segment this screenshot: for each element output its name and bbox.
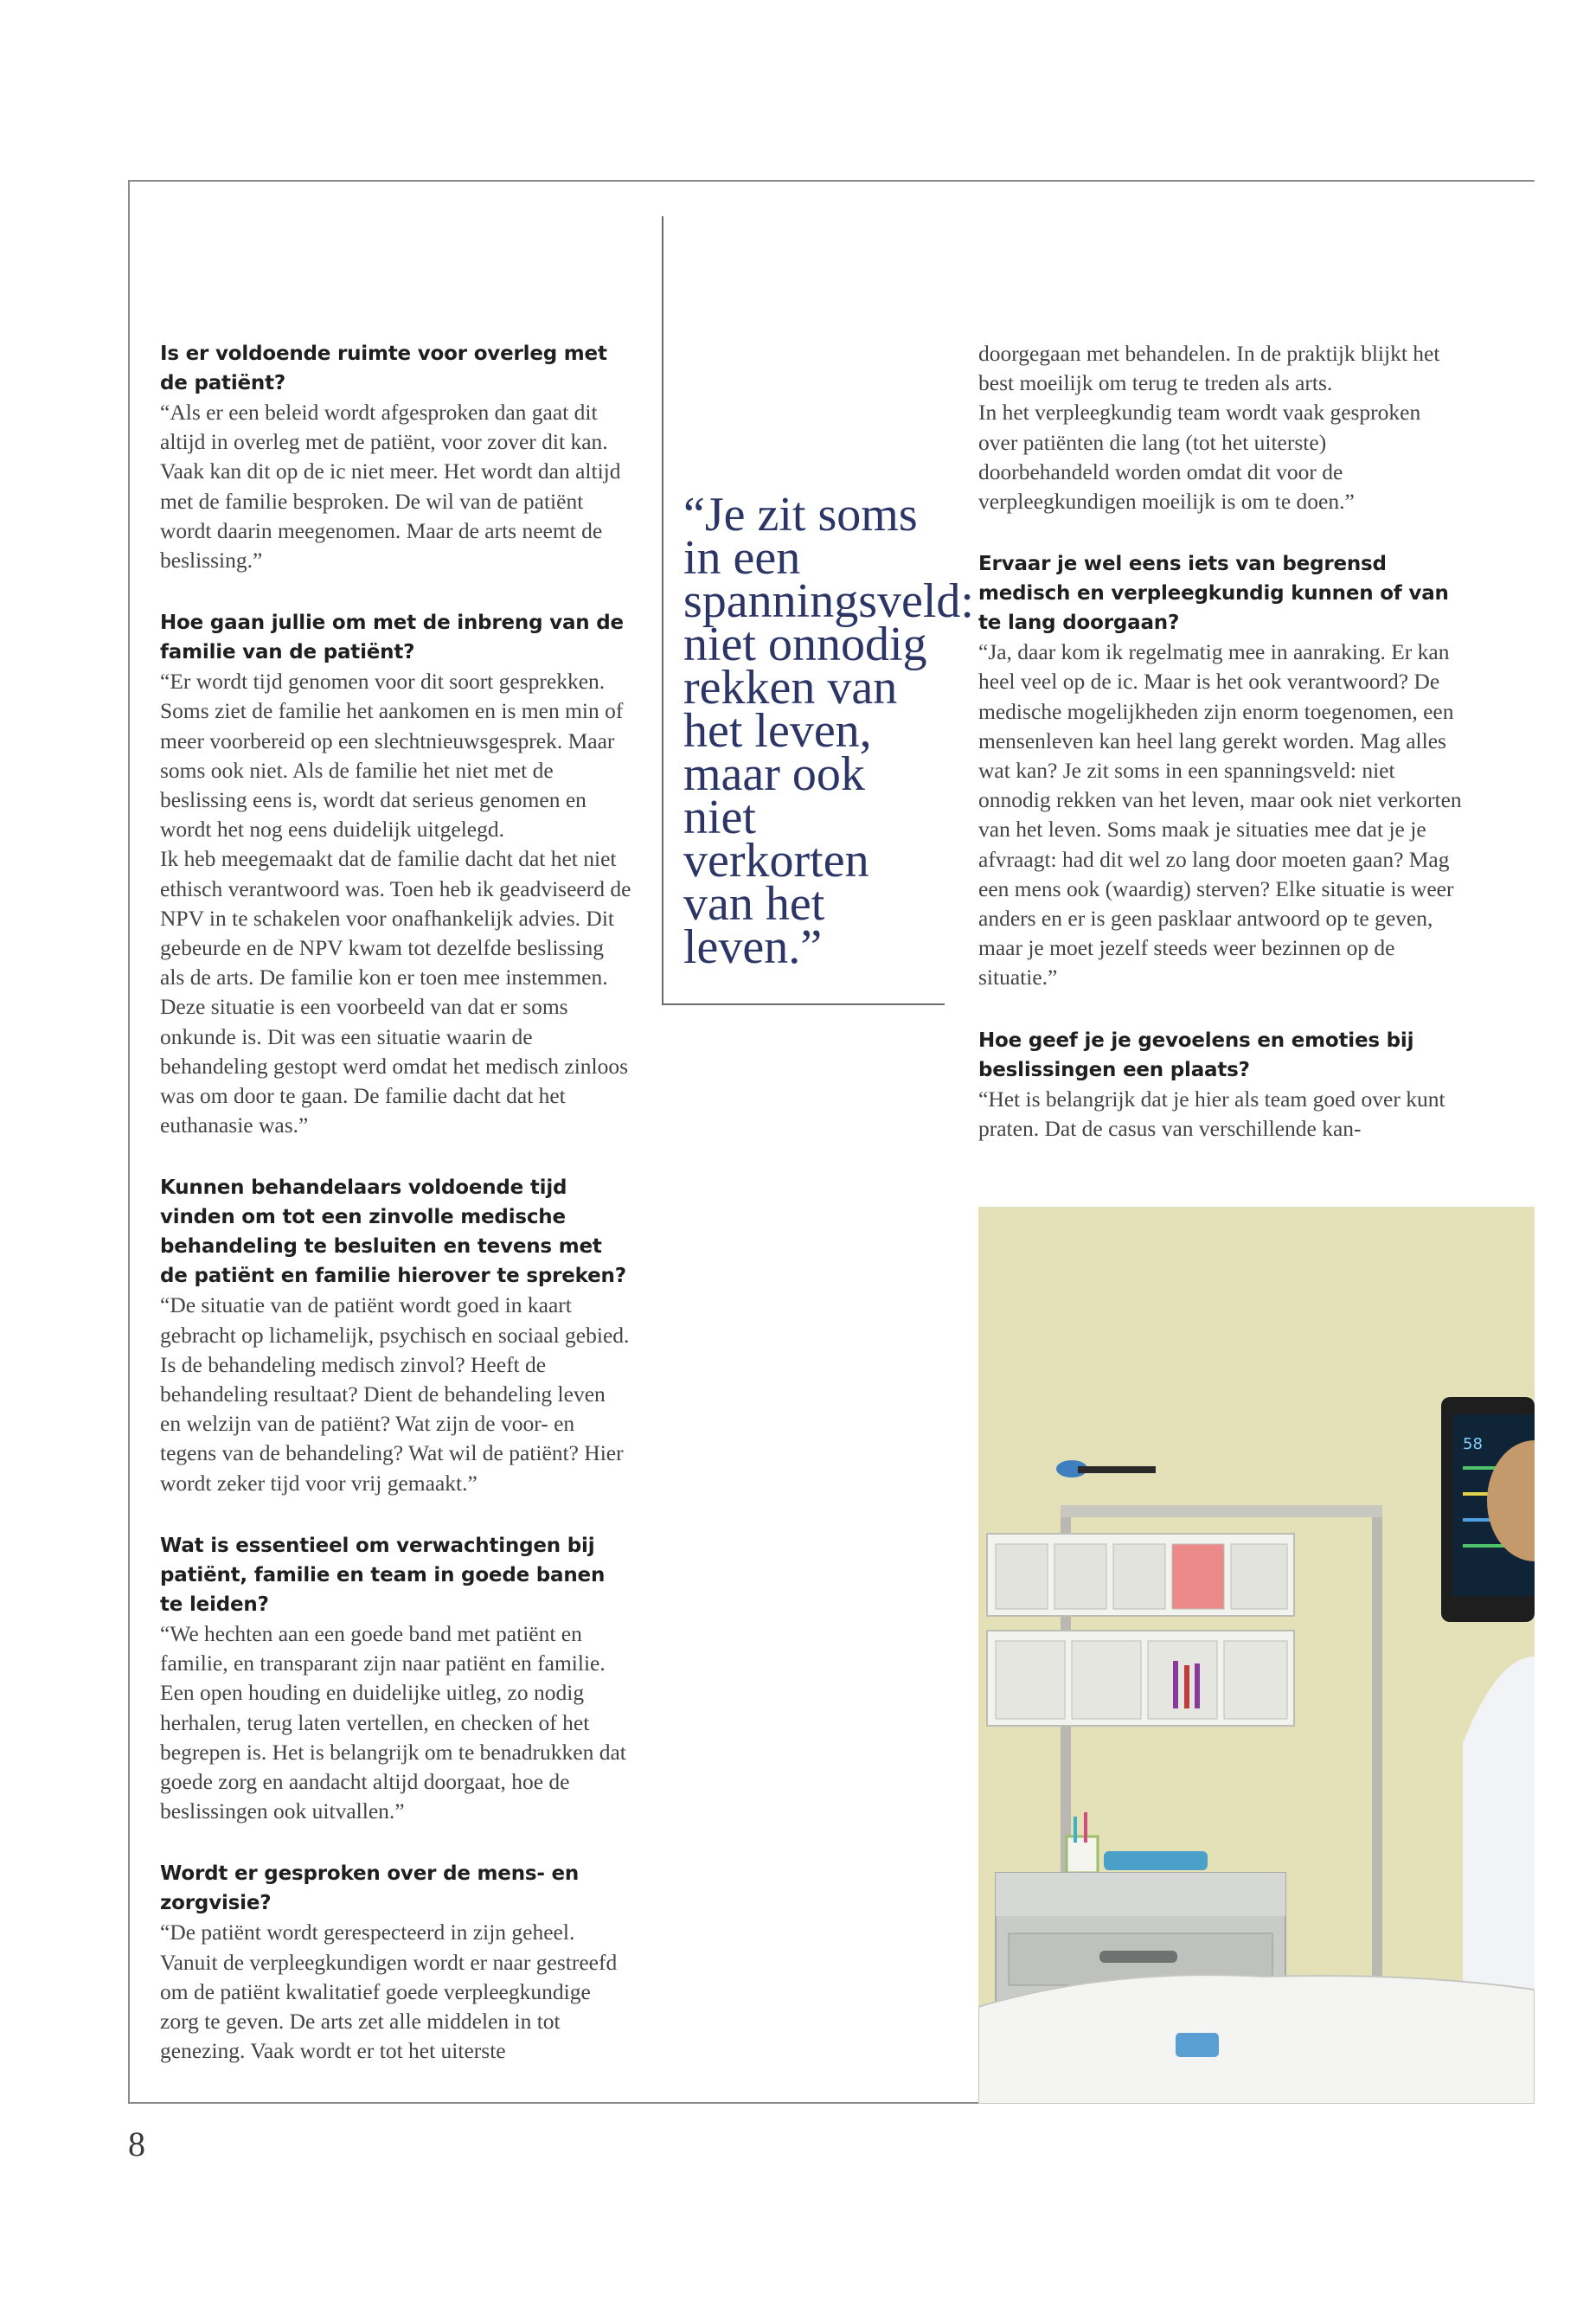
page-frame-left: [128, 180, 130, 2104]
hospital-bed: [978, 1975, 1535, 2104]
wall-rail: [1372, 1505, 1382, 2007]
pull-quote-border-bottom: [662, 1003, 945, 1005]
qa-block: [978, 549, 1463, 992]
qa-block: [160, 1173, 631, 1497]
pull-quote: “Je zit soms in een spanningsveld: niet onnodig rekken van het leven, maar ook niet verkorten van het leven.”: [683, 488, 974, 974]
photo-illustration: [978, 1207, 1535, 2104]
question-heading: Ervaar je wel eens iets van begrensd medisch en verpleegkundig kunnen of van te lang doorgaan?: [978, 553, 1449, 635]
answer-text: “Het is belangrijk dat je hier als team goed over kunt praten. Dat de casus van verschillende kan-: [978, 1086, 1445, 1141]
page-number: 8: [128, 2125, 145, 2163]
question-heading: Hoe gaan jullie om met de inbreng van de familie van de patiënt?: [160, 612, 624, 664]
left-column: [160, 339, 631, 2099]
answer-text: “De patiënt wordt gerespecteerd in zijn geheel. Vanuit de verpleegkundigen wordt er naar gestreefd om de patiënt kwalitatief goede verpleegkundige zorg te geven. De arts zet alle middelen in tot genezing. Vaak wordt er tot het uiterste: [160, 1920, 618, 2064]
answer-text: “Er wordt tijd genomen voor dit soort gesprekken. Soms ziet de familie het aankomen en is men min of meer voorbereid op een slechtnieuwsgesprek. Maar soms ook niet. Als de familie het niet met de beslissing eens is, wordt dat serieus genomen en wordt het nog eens duidelijk uitgelegd.: [160, 669, 624, 843]
question-heading: Is er voldoende ruimte voor overleg met de patiënt?: [160, 343, 607, 394]
pull-quote-border-left: [662, 216, 663, 1005]
continuation-text-2: In het verpleegkundig team wordt vaak gesproken over patiënten die lang (tot het uiterste) doorbehandeld worden omdat dit voor de verpleegkundigen moeilijk is om te doen.”: [978, 400, 1421, 515]
monitor-readout: 58: [1463, 1435, 1483, 1453]
supply-bins: [987, 1534, 1294, 1726]
right-column: [978, 339, 1463, 1176]
qa-block: [160, 1859, 631, 2066]
answer-text: “We hechten aan een goede band met patiënt en familie, en transparant zijn naar patiënt en familie. Een open houding en duidelijke uitleg, zo nodig herhalen, terug laten vertellen, en checken of het begrepen is. Het is belangrijk om te benadrukken dat goede zorg en aandacht altijd doorgaat, hoe de beslissingen ook uitvallen.”: [160, 1620, 626, 1824]
question-heading: Wordt er gesproken over de mens- en zorgvisie?: [160, 1862, 580, 1915]
question-heading: Wat is essentieel om verwachtingen bij patiënt, familie en team in goede banen te leiden?: [160, 1534, 606, 1616]
answer-text-continued: Ik heb meegemaakt dat de familie dacht dat het niet ethisch verantwoord was. Toen heb ik geadviseerd de NPV in te schakelen voor onafhankelijk advies. Dit gebeurde en de NPV kwam tot dezelfde beslissing als de arts. De familie kon er toen mee instemmen. Deze situatie is een voorbeeld van dat er soms onkunde is. Dit was een situatie waarin de behandeling gestopt werd omdat het medisch zinloos was om door te gaan. De familie dacht dat het euthanasie was.”: [160, 846, 631, 1138]
answer-text: “Als er een beleid wordt afgesproken dan gaat dit altijd in overleg met de patiënt, voor zover dit kan. Vaak kan dit op de ic niet meer. Het wordt dan altijd met de familie besproken. De wil van de patiënt wordt daarin meegenomen. Maar de arts neemt de beslissing.”: [160, 400, 621, 574]
continuation-block: [978, 339, 1463, 516]
question-heading: Kunnen behandelaars voldoende tijd vinden om tot een zinvolle medische behandeling te besluiten en tevens met de patiënt en familie hierover te spreken?: [160, 1176, 626, 1288]
qa-block: [160, 1531, 631, 1826]
continuation-text: doorgegaan met behandelen. In de praktijk blijkt het best moeilijk om terug te treden als arts.: [978, 341, 1440, 396]
icu-room-photo: [978, 1207, 1535, 2104]
page-frame-top: [128, 180, 1535, 182]
equipment-cable: [1078, 1466, 1156, 1473]
qa-block: [160, 339, 631, 575]
qa-block: [978, 1026, 1463, 1144]
qa-block: [160, 608, 631, 1140]
answer-text: “De situatie van de patiënt wordt goed in kaart gebracht op lichamelijk, psychisch en sociaal gebied. Is de behandeling medisch zinvol? Heeft de behandeling resultaat? Dient de behandeling leven en welzijn van de patiënt? Wat zijn de voor- en tegens van de behandeling? Wat wil de patiënt? Hier wordt zeker tijd voor vrij gemaakt.”: [160, 1292, 630, 1496]
kidney-tray: [1104, 1851, 1208, 1870]
question-heading: Hoe geef je je gevoelens en emoties bij beslissingen een plaats?: [978, 1029, 1414, 1081]
answer-text: “Ja, daar kom ik regelmatig mee in aanraking. Er kan heel veel op de ic. Maar is het ook verantwoord? De medische mogelijkheden zijn enorm toegenomen, een mensenleven kan heel lang gerekt worden. Mag alles wat kan? Je zit soms in een spanningsveld: niet onnodig rekken van het leven, maar ook niet verkorten van het leven. Soms maak je situaties mee dat je je afvraagt: had dit wel zo lang door moeten gaan? Mag een mens ook (waardig) sterven? Elke situatie is weer anders en er is geen pasklaar antwoord op te geven, maar je moet jezelf steeds weer bezinnen op de situatie.”: [978, 639, 1462, 990]
